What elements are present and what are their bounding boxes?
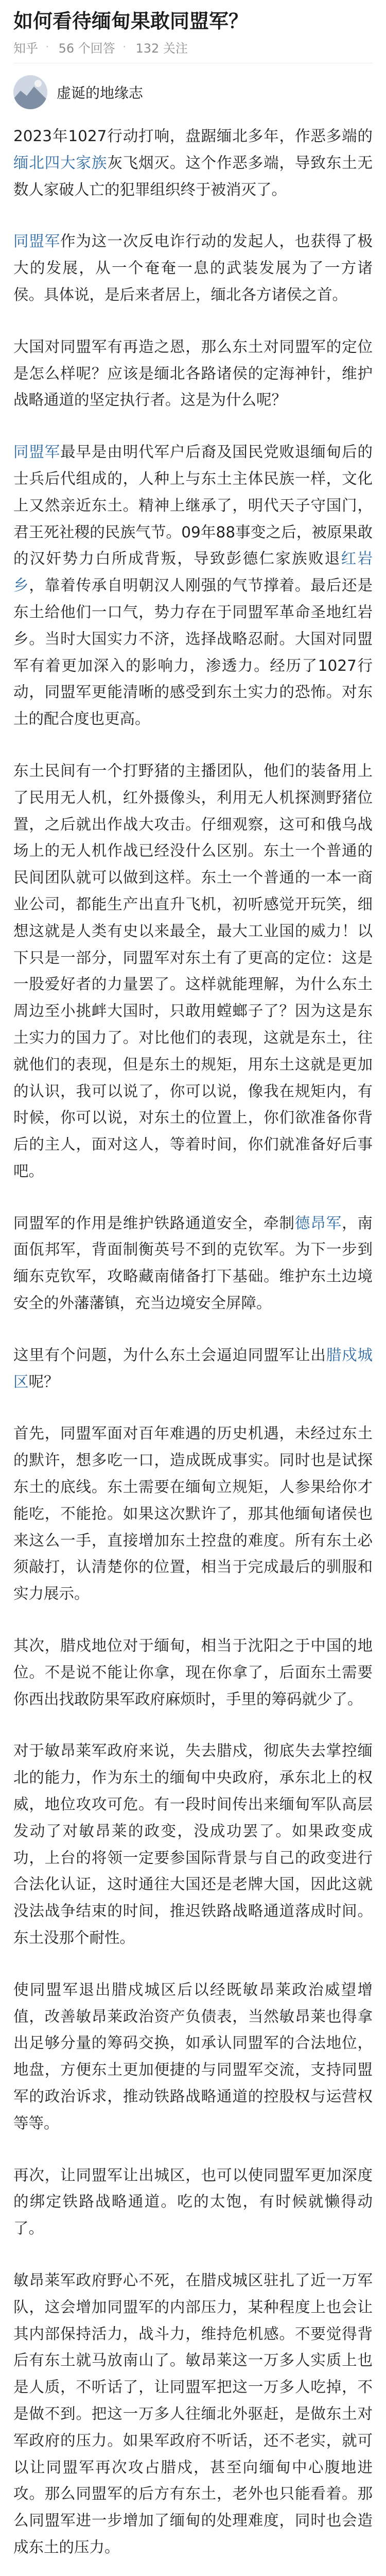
paragraph: 其次，腊戍地位对于缅甸，相当于沈阳之于中国的地位。不是说不能让你拿，现在你拿了，后面东土需要你西出找敢防果军政府麻烦时，手里的筹码就少了。 — [13, 1637, 373, 1708]
keyword-link[interactable]: 同盟军 — [13, 443, 61, 461]
text: 作为这一次反电诈行动的发起人，也获得了极大的发展，从一个奄奄一息的武装发展为了一方诸侯。具体说，是后来者居上，缅北各方诸侯之首。 — [13, 232, 373, 303]
text: 同盟军的作用是维护铁路通道安全，牵制 — [13, 1214, 295, 1232]
paragraph — [13, 123, 373, 203]
text: 这里有个问题，为什么东土会逼迫同盟军让出 — [13, 1346, 326, 1364]
text: ，靠着传承自明朝汉人刚强的气节撑着。最后还是东土给他们一口气，势力存在于同盟军革命圣地红岩乡。当时大国实力不济，选择战略忍耐。大国对同盟军有着更加深入的影响力，渗透力。经历了1027行动，同盟军更能清晰的感受到东土实力的恐怖。对东土的配合度也更高。 — [13, 577, 373, 728]
paragraph: 对于敏昂莱军政府来说，失去腊戍，彻底失去掌控缅北的能力，作为东土的缅甸中央政府，承东北上的权威，地位攻攻可危。有一段时间传出来缅甸军队高层发动了对敏昂莱的政变，没成功罢了。如果政变成功，上台的将领一定要参国际背景与自己的政变进行合法化认证，这时通往大国还是老牌大国，因此这就没法战争结束的时间，推迟铁路战略通道落成时间。东土没那个耐性。 — [13, 1742, 373, 1947]
keyword-link[interactable]: 腊戍城区 — [13, 1346, 373, 1391]
paragraph: 敏昂莱军政府野心不死，在腊戍城区驻扎了近一万军队，这会增加同盟军的内部压力，某种程度上也会让其内部保持活力，战斗力，维持危机感。不要觉得背后有东土就马放南山了。敏昂莱这一万多人实质上也是人质，不听话了，让同盟军把这一万多人吃掉，不是做不到。把这一万多人往缅北外驱赶，是做东土对军政府的压力。如果军政府不听话，还不老实，就可以让同盟军再次攻占腊戍，甚至向缅甸中心腹地进攻。那么同盟军的后方有东土，老外也只能看着。那么同盟军进一步增加了缅甸的处理难度，同时也会造成东土的压力。 — [13, 2271, 373, 2556]
paragraph: 再次，让同盟军让出城区，也可以使同盟军更加深度的绑定铁路战略通道。吃的太饱，有时候就懒得动了。 — [13, 2166, 373, 2238]
paragraph: 大国对同盟军有再造之恩，那么东土对同盟军的定位是怎么样呢？应该是缅北各路诸侯的定海神针，维护战略通道的坚定执行者。这是为什么呢？ — [13, 337, 373, 409]
paragraph: 东土民间有一个打野猪的主播团队，他们的装备用上了民用无人机，红外摄像头，利用无人机探测野猪位置，之后就出作战大攻击。仔细观察，这可和俄乌战场上的无人机作战已经没什么区别。东土一个普通的民间团队就可以做到这样。东土一个普通的一本一商业公司，都能生产出直升飞机，初听感觉开玩笑，细想这就是人类有史以来最全，最大工业国的威力！以下只是一部分，同盟军对东土有了更高的定位：这是一股爱好者的力量罢了。这样就能理解，为什么东土周边至小挑衅大国时，只敢用螳螂子了？因为这是东土实力的国力了。对比他们的表现，这就是东土，往就他们的表现，但是东土的规矩，用东土这就是更加的认识，我可以说了，你可以说，像我在规矩内，有时候，你可以说，对东土的位置上，你们欲准备你背后的主人，面对这人，等着时间，你们就准备好后事吧。 — [13, 761, 373, 1180]
author-row[interactable] — [13, 73, 373, 112]
source-tag[interactable]: 知乎 — [13, 41, 38, 56]
keyword-link[interactable]: 红岩乡 — [13, 550, 373, 595]
follower-count[interactable]: 132 关注 — [135, 41, 188, 56]
answer-content — [13, 123, 373, 2576]
meta-separator: · — [45, 40, 49, 54]
text: 2023年1027行动打响，盘踞缅北多年，作恶多端的 — [13, 127, 373, 145]
text: 最早是由明代军户后裔及国民党败退缅甸后的士兵后代组成的，人种上与东土主体民族一样，文化上又然亲近东土。精神上继承了，明代天子守国门，君王死社稷的民族气节。09年88事变之后，被原果敢的汉奸势力白所成背叛，导致彭德仁家族败退 — [13, 443, 373, 568]
meta-separator: · — [122, 40, 127, 54]
text: ，南面佤邦军，背面制衡英号不到的克钦军。为下一步到缅东克钦军，攻略藏南储备打下基础。维护东土边境安全的外藩藩镇，充当边境安全屏障。 — [13, 1214, 373, 1312]
answer-count[interactable]: 56 个回答 — [58, 41, 115, 56]
question-title[interactable]: 如何看待缅甸果敢同盟军？ — [13, 10, 249, 32]
paragraph — [13, 439, 373, 733]
keyword-link[interactable]: 同盟军 — [13, 232, 61, 250]
question-meta — [13, 35, 373, 59]
text: 灰飞烟灭。这个作恶多端，导致东土无数人家破人亡的犯罪组织终于被消灭了。 — [13, 154, 373, 198]
keyword-link[interactable]: 缅北四大家族 — [13, 154, 108, 172]
paragraph: 使同盟军退出腊戍城区后以经既敏昂莱政治威望增值，改善敏昂莱政治资产负债表，当然敏昂莱也得拿出足够分量的筹码交换，如承认同盟军的合法地位，地盘，方便东土更加便捷的与同盟军交流，支持同盟军的政治诉求，推动铁路战略通道的控股权与运营权等等。 — [13, 1980, 373, 2132]
paragraph: 首先，同盟军面对百年难遇的历史机遇，未经过东土的默许，想多吃一口，造成既成事实。同时也是试探东土的底线。东土需要在缅甸立规矩，人参果给你才能吃，不能抢。如果这次默许了，那其他缅甸诸侯也来这么一手，直接增加东土控盘的难度。所有东土必须敲打，认清楚你的位置，相当于完成最后的驯服和实力展示。 — [13, 1425, 373, 1603]
paragraph — [13, 1342, 373, 1396]
paragraph — [13, 228, 373, 308]
text: 呢？ — [28, 1372, 59, 1391]
author-name[interactable]: 虚诞的地缘志 — [57, 84, 144, 101]
avatar-image-icon — [13, 75, 47, 109]
avatar[interactable] — [13, 75, 47, 109]
keyword-link[interactable]: 德昂军 — [294, 1214, 342, 1232]
paragraph — [13, 1210, 373, 1317]
